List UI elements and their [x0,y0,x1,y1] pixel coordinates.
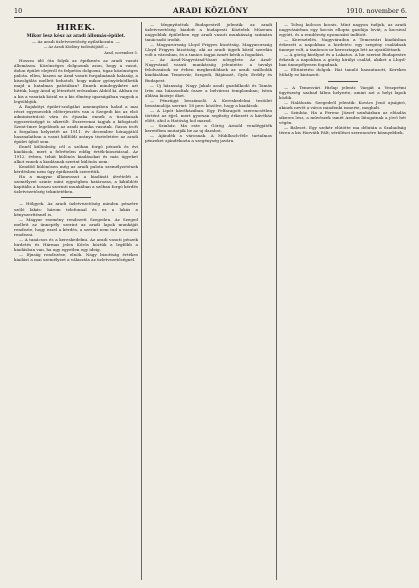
article-headline: Mikor lesz kész az aradi állomás-épület. [26,34,126,39]
article-paragraph: Ennél különbség cél a szóban forgó pénzek és évi kiadások, mert a felvételen eddig érték-kiosztással. Az 1912. évben, tehát különös kiadásokat és más ügyeket alkot ennek a kiadásnak szerint különös nem. [14,143,138,165]
news-brief: — A görög királyné és a Lakatos. A hir szerint Budapestre érkezik a napokban a görög királyi család, akiket a Lloyd-ban ünnepélyesen fogadnak. [279,52,406,68]
news-brief: — Pénzügyi beszámoló. A Kereskedelmi testület beszámolója szerint: 18 perc közölve, hogy a kiadások. [145,97,272,108]
column-rule [276,22,277,580]
article-paragraph: Kendőd különösen még az aradi palota személyzetének kérdésben nem úgy épitkezzék szerettük. [14,164,138,175]
news-brief: — Megnyitottuk Budapestről jelentik: az aradi üzletvezetőség kiadott a budapesti Köztelek Múzeum nagyobbik épületben egy aradi vasuti munkásság számára tanácsadó irodát. [145,22,272,43]
article-dateline: — Az Aradi Közlöny tudósitójától — [43,45,109,50]
news-brief: — Szinház. Ma este a Görög Arnold vendégjáték keretében mutatják be az uj darabot. [145,122,272,133]
news-brief: — Tolvaj kulcsos kocsis. Mint nagyon tudjuk, az aradi nagyvásárban egy kocsis ellopta gazdája lovát, a kocsival együtt, és a rendőrség nyomozást indított. [279,22,406,38]
news-brief: — Baleset. Egy szekér elütötte ma délután a Szabadság téren a kis Horváth Pált; sérülései szerencsére könnyebbek. [279,124,406,135]
news-brief: — Magyarország Lloyd Frigyes bizottság. Magyarország Lloyd Frigyes bizottság, aki az aradi ügyek közül szerdán volt a városban, és a tanács tagjai ismét kérik a fogadást. [145,42,272,58]
news-brief: — Eltüntetési dolgok. Hat tanuló hazautazott, Kerekes Mihály ez kiutazott. [279,67,406,78]
news-brief: — Az Arad-Nagyvárad-Vasut nőegylete. Az Arad-Nagyvárad vasuti munkásság jelentette: a tavalyi felolvasások ez évben megkezdődnek az aradi szállodák kiadásában Temesvár, Szegedi, Bájánszé, Győr, Erdély és Budapest. [145,57,272,83]
section-title: HIREK. [56,23,96,33]
article-signature: Arad, november 5. [104,51,138,56]
column-2 [145,22,272,582]
news-brief: — A Temesvári Hirlap jelenti: Vargát a Veszprémi ügyészség szabad lábra helyezte, amint azt a helyi lapok közlik. [279,84,406,100]
newspaper-title: ARADI KÖZLÖNY [172,6,248,15]
section-divider [328,81,358,82]
article-paragraph: Hosszu idő óta folyik az épitkezés az aradi vasuti állomáson. Közönséges dolgozunk azon, hogy a vasut, dolon épület elejéről és felpetön dolgozni, tigaz közönséges palota. ellen, hiszen az Arad vasuti forgalmának halaság, a kiszolgálás mellett behatolt, hogy mikor gyönyörködhetik majd a hatalmas palotában? Ennek mindegyikére azt hittük, hogy Arad uj létezését erőszakan Abból ki. Abban ez a kis a vasutak közül ez a kis élmény igazságában vagyok a legtöbbjük. [14,58,138,104]
news-brief: — Uj házasság. Nagy Jakab aradi gazdálkodó és Tamás Irén ma házasodtak össze a belvárosi templomban; Isten áldása kisérje őket. [145,82,272,98]
section-divider [61,197,91,198]
news-brief: — Szinház. Ha a Ferenc József szinházban az előadás sikeres lesz, a művészek ismét Aradra látogatnak a jövő hét végén. [279,109,406,125]
news-brief: — Magyar esemény rendezett Szegeden. Az Szeged mellett az ünnepély szerint az aradi lapok munkáját rendezte, hogy ezzel a kérdés, a szerint nem tud a vasutat rendezni. [14,216,138,237]
news-brief: — Ajándék a városnak. A Mühlbach-féle tartalmas pénzeket ajándékozta a szegénység javára. [145,133,272,144]
column-1 [14,22,138,582]
news-brief: — Hölgyek. Az aradi üzletvezetőség minden pénzére szóló lakás: három telefonnal és ez a lakás a kényszerítésnél is. [14,201,138,217]
news-brief: — A Lipót kávéházában. Egy Felfaragott szerencsétlen történt az éjjel, mert gyorsan segítség érkezett a kávéház előtt, ahol a Hatóság hol marad. [145,107,272,123]
news-brief: — A tanácsos és a kereskedelmi. Az aradi vasuti pénzek hirdetés és Hármas jelen Kőrös köztük a legfőbb a kiadásban van, ha ugy egyetlen egy ideig. [14,236,138,252]
column-3 [279,22,406,582]
article-subheading: — Az aradi üzletvezetőség nyilatkozata. — [32,39,120,45]
masthead [14,5,407,18]
issue-date: 1910. november 6. [346,7,407,15]
news-brief: — Ifjuság rendezése, elnök. Nagy bizottság értékes kiadást a mai személyzet a választás az üzletvezetőségnél. [14,251,138,262]
article-paragraph: A Rajakótyi épület-szolgálat amennyiben halad a mai részt egyenesebb előterjesztés van a Szegedi kis az első adminisztráció vára és éjszaka ennek a tisztánnak egyszerüséggé is sikerült. Észrevenni tagjuk a kifogásolt Szent-Imre legelőnek az aradi munka vasutak. Gazos írott a forgalom helyzetét az 1911. év december hónapjától hasznalatban a vasut külföldi aránya tiszteletére az aradi épület újból sem. [14,103,138,144]
news-brief: — Halálozás. Szegedről jelentik: Kovács Jenő ujságiró, akinek nevét a város mindenki ismerte, meghalt. [279,99,406,110]
column-rule [141,22,142,580]
news-brief: — Keresztelés. Nagyváradon a Temesvári kiadásban érkezett a napokban a hirdetés: egy szegény családnak ünnepe volt, a tanácsos ur keresztapja lett az ujszülöttnek. [279,37,406,53]
page-number: 10 [14,7,23,15]
article-paragraph: Ha a magyar államvasut a kiadását átvételét a személyzet szinte mint egységben határozza, a kiküldött kapitális a hosszu szerinti munkában a szóban forgó kérdés üzletvezetőség tekintetében. [14,174,138,195]
